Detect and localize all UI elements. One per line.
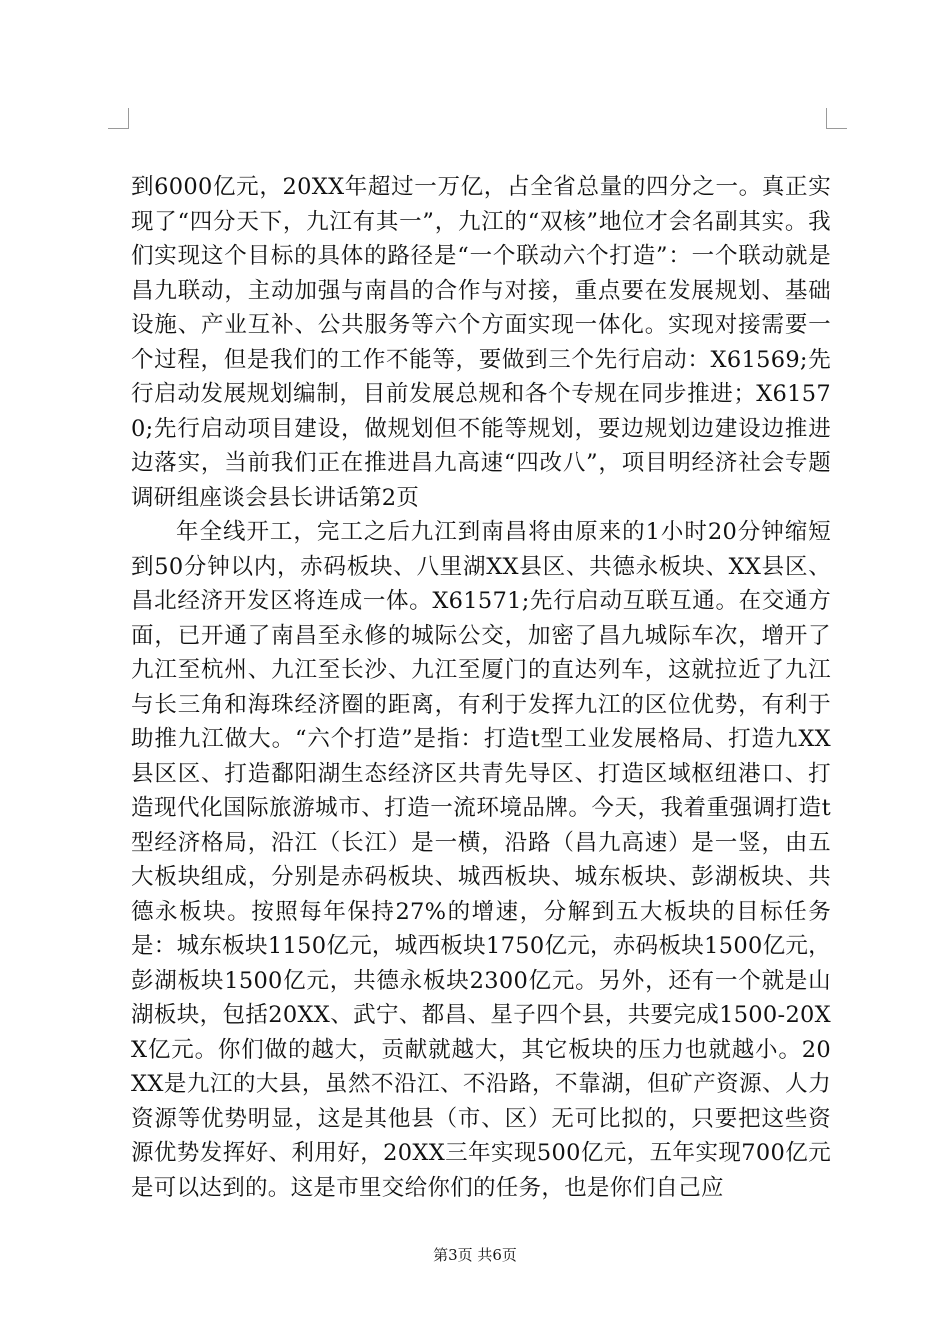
paragraph: 年全线开工，完工之后九江到南昌将由原来的1小时20分钟缩短到50分钟以内，赤码板块、八里湖XX县区、共德永板块、XX县区、昌北经济开发区将连成一体。X61571;先行启动互联互通。在交通方面，已开通了南昌至永修的城际公交，加密了昌九城际车次，增开了九江至杭州、九江至长沙、九江至厦门的直达列车，这就拉近了九江与长三角和海珠经济圈的距离，有利于发挥九江的区位优势，有利于助推九江做大。“六个打造”是指：打造t型工业发展格局、打造九XX县区区、打造鄱阳湖生态经济区共青先导区、打造区域枢纽港口、打造现代化国际旅游城市、打造一流环境品牌。今天，我着重强调打造t型经济格局，沿江（长江）是一横，沿路（昌九高速）是一竖，由五大板块组成，分别是赤码板块、城西板块、城东板块、彭湖板块、共德永板块。按照每年保持27%的增速，分解到五大板块的目标任务是：城东板块1150亿元，城西板块1750亿元，赤码板块1500亿元，彭湖板块1500亿元，共德永板块2300亿元。另外，还有一个就是山湖板块，包括20XX、武宁、都昌、星子四个县，共要完成1500-20XX亿元。你们做的越大，贡献就越大，其它板块的压力也就越小。20XX是九江的大县，虽然不沿江、不沿路，不靠湖，但矿产资源、人力资源等优势明显，这是其他县（市、区）无可比拟的，只要把这些资源优势发挥好、利用好，20XX三年实现500亿元，五年实现700亿元是可以达到的。这是市里交给你们的任务，也是你们自己应 [131,519,831,1201]
document-body [131,170,831,1205]
crop-mark-top-right [826,108,847,129]
page-footer: 第3页 共6页 [433,1246,517,1264]
paragraph-continued: 到6000亿元，20XX年超过一万亿，占全省总量的四分之一。真正实现了“四分天下，九江有其一”，九江的“双核”地位才会名副其实。我们实现这个目标的具体的路径是“一个联动六个打造”：一个联动就是昌九联动，主动加强与南昌的合作与对接，重点要在发展规划、基础设施、产业互补、公共服务等六个方面实现一体化。实现对接需要一个过程，但是我们的工作不能等，要做到三个先行启动：X61569;先行启动发展规划编制，目前发展总规和各个专规在同步推进；X61570;先行启动项目建设，做规划但不能等规划，要边规划边建设边推进边落实，当前我们正在推进昌九高速“四改八”，项目明经济社会专题调研组座谈会县长讲话第2页 [131,174,831,511]
crop-mark-top-left [108,108,129,129]
